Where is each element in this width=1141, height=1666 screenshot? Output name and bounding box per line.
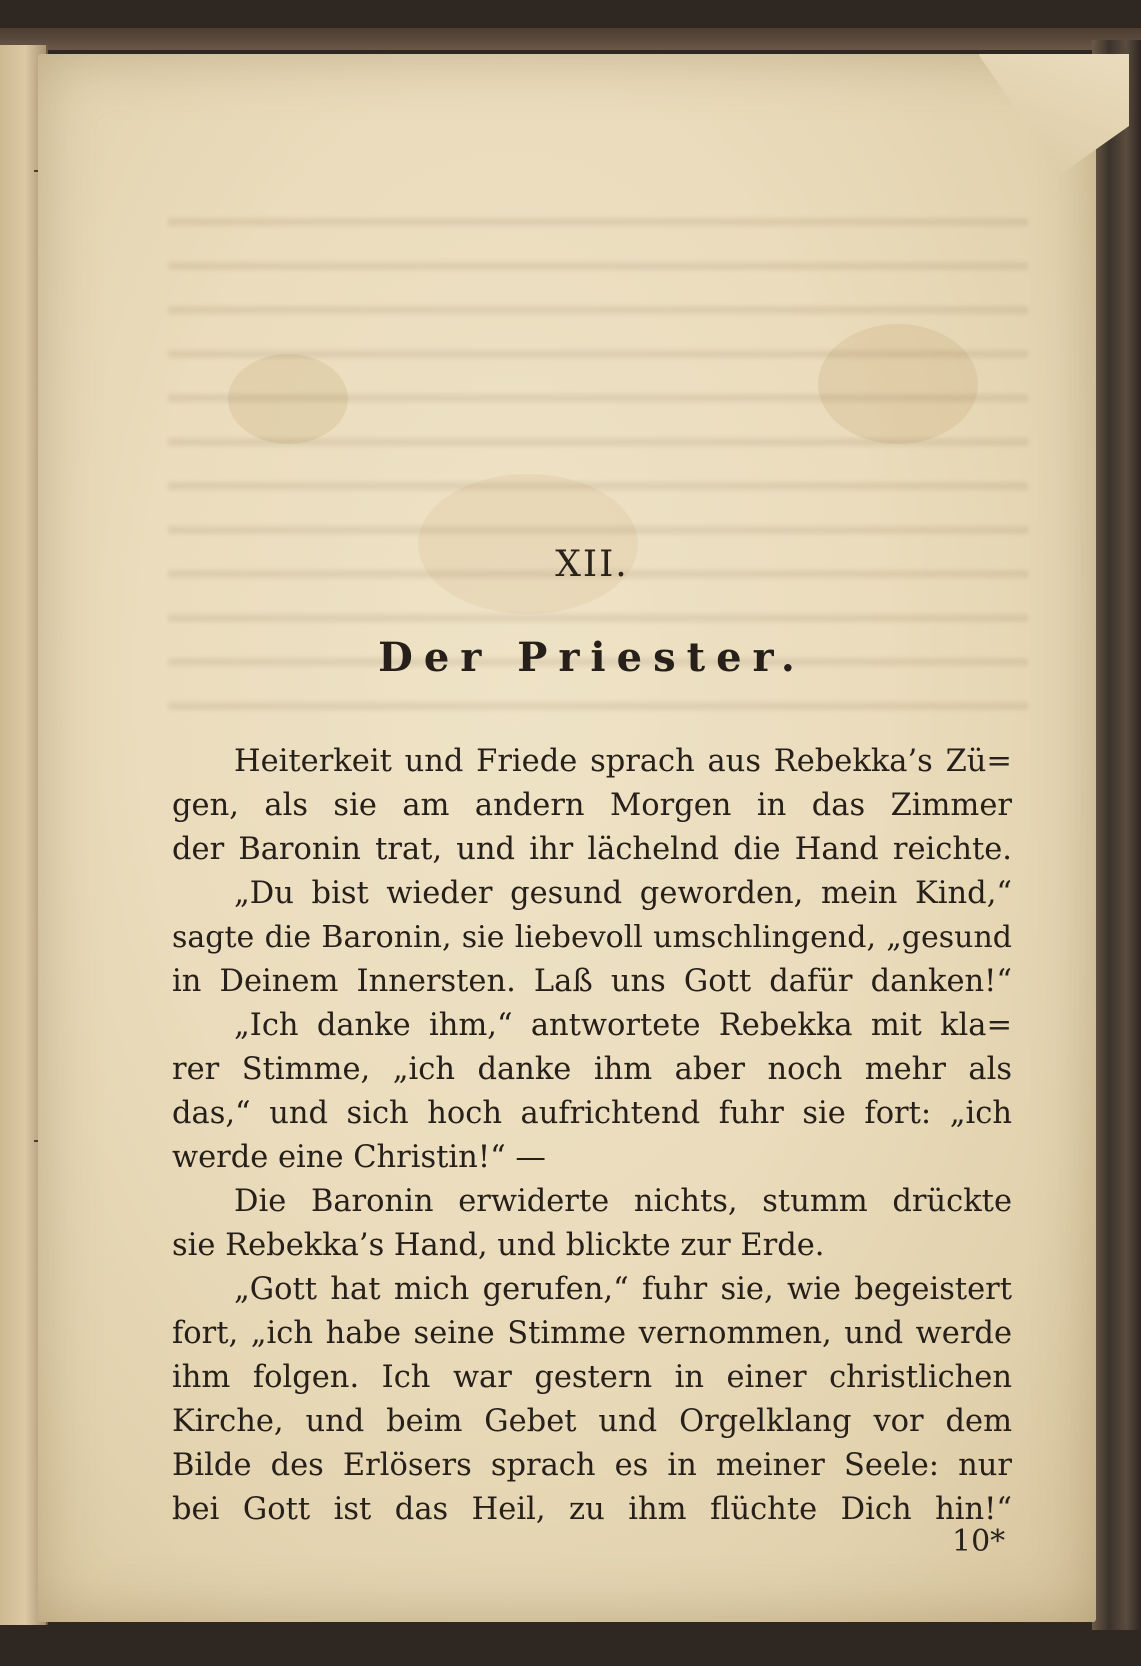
text-line: „Du bist wieder gesund geworden, mein Kind,“ — [234, 876, 1012, 911]
text-line: fort, „ich habe seine Stimme vernommen, und werde — [172, 1316, 1012, 1351]
text-line: „Ich danke ihm,“ antwortete Rebekka mit kla= — [234, 1008, 1012, 1043]
chapter-title: Der Priester. — [378, 634, 806, 681]
text-line: ihm folgen. Ich war gestern in einer christlichen — [172, 1360, 1012, 1395]
book-spine-edge — [1092, 40, 1141, 1630]
text-line: „Gott hat mich gerufen,“ fuhr sie, wie begeistert — [234, 1272, 1012, 1307]
page-number: 10* — [952, 1524, 1006, 1559]
book-top-edge — [0, 28, 1141, 50]
text-line: der Baronin trat, und ihr lächelnd die Hand reichte. — [172, 832, 1012, 867]
text-line: werde eine Christin!“ — — [172, 1140, 546, 1175]
book-page — [38, 54, 1096, 1622]
text-line: das,“ und sich hoch aufrichtend fuhr sie fort: „ich — [172, 1096, 1012, 1131]
chapter-number: XII. — [555, 544, 629, 585]
text-line: Die Baronin erwiderte nichts, stumm drückte — [234, 1184, 1012, 1219]
text-line: Bilde des Erlösers sprach es in meiner Seele: nur — [172, 1448, 1012, 1483]
text-line: rer Stimme, „ich danke ihm aber noch mehr als — [172, 1052, 1012, 1087]
text-line: in Deinem Innersten. Laß uns Gott dafür danken!“ — [172, 964, 1012, 999]
text-line: Kirche, und beim Gebet und Orgelklang vor dem — [172, 1404, 1012, 1439]
text-line: bei Gott ist das Heil, zu ihm flüchte Dich hin!“ — [172, 1492, 1012, 1527]
text-line: sie Rebekka’s Hand, und blickte zur Erde. — [172, 1228, 825, 1263]
text-line: gen, als sie am andern Morgen in das Zimmer — [172, 788, 1012, 823]
text-line: Heiterkeit und Friede sprach aus Rebekka’s Zü= — [234, 744, 1012, 779]
text-line: sagte die Baronin, sie liebevoll umschlingend, „gesund — [172, 920, 1012, 955]
